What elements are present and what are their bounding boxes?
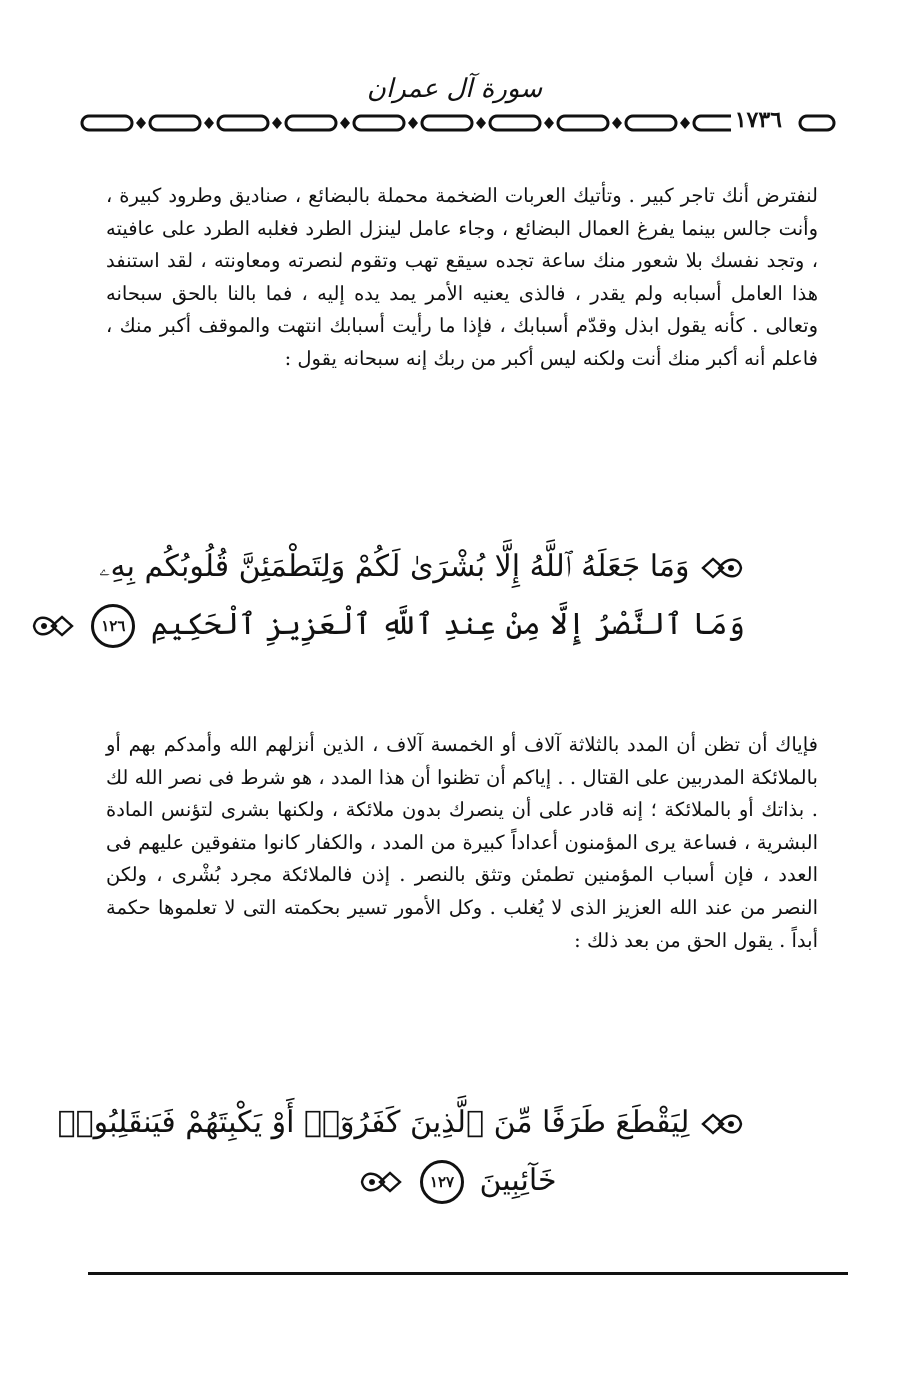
verse-line — [57, 1094, 745, 1152]
ayah-number-badge: ١٢٦ — [91, 604, 135, 648]
page-header-border — [78, 107, 838, 136]
verse-text-line-2: خَآئِبِينَ — [479, 1163, 557, 1198]
verse-line — [101, 596, 745, 654]
verse-open-ornament-icon — [699, 553, 745, 583]
commentary-paragraph-1: لنفترض أنك تاجر كبير . وتأتيك العربات الضخمة محملة بالبضائع ، صناديق وطرود كبيرة ، وأنت جالس بينما يفرغ العمال البضائع ، وجاء عامل لينزل الطرد فغلبه الطرد على عافيته ، وتجد نفسك بلا شعور منك ساعة تجده سيقع تهب وتقوم لنصرته ومعاونته ، لقد استنفد هذا العامل أسبابه ولم يقدر ، فالذى يعنيه الأمر يمد يده إليه ، فما بالنا بالحق سبحانه وتعالى . كأنه يقول ابذل وقدّم أسبابك ، فإذا ما رأيت أسبابك انتهت والموقف أكبر منك ، فاعلم أنه أكبر منك أنت ولكنه ليس أكبر من ربك إنه سبحانه يقول : — [106, 184, 818, 370]
commentary-paragraph-2: فإياك أن تظن أن المدد بالثلاثة آلاف أو الخمسة آلاف ، الذين أنزلهم الله وأمدكم بهم أو بالملائكة المدربين على القتال . . إياكم أن تظنوا أن هذا المدد ، هو شرط فى نصر الله لك . بذاتك أو بالملائكة ؛ إنه قادر على أن ينصرك بدون ملائكة ، ولكنها بشرى لتؤنس المادة البشرية ، فساعة يرى المؤمنون أعداداً كبيرة من المدد ، والكفار كانوا متفوقين عليهم فى العدد ، فإن أسباب المؤمنين تطمئن وتثق بالنصر . إذن فالملائكة مجرد بُشْرى ، ولكن النصر من عند الله العزيز الذى لا يُغلب . وكل الأمور تسير بحكمته التى لا تعلموها حكمة أبداً . يقول الحق من بعد ذلك : — [106, 733, 818, 952]
quran-verse-126 — [99, 538, 745, 654]
ayah-number-badge: ١٢٧ — [420, 1160, 464, 1204]
verse-close-ornament-icon — [358, 1167, 404, 1197]
verse-close-ornament-icon — [30, 611, 76, 641]
verse-text-line-1: لِيَقْطَعَ طَرَفًا مِّنَ ٱلَّذِينَ كَفَرُوٓا۟ أَوْ يَكْبِتَهُمْ فَيَنقَلِبُوا۟ — [57, 1105, 690, 1140]
quran-verse-127 — [57, 1094, 745, 1210]
verse-line — [99, 538, 745, 596]
verse-line — [170, 1152, 745, 1210]
chain-border-ornament — [78, 110, 838, 136]
verse-text-line-2: وَمَا ٱلنَّصْرُ إِلَّا مِنْ عِندِ ٱللَّهِ ٱلْعَزِيزِ ٱلْحَكِيمِ — [150, 607, 745, 642]
page-number: ١٧٣٦ — [731, 107, 786, 133]
verse-text-line-1: وَمَا جَعَلَهُ ٱللَّهُ إِلَّا بُشْرَىٰ لَكُمْ وَلِتَطْمَئِنَّ قُلُوبُكُم بِهِۦ — [99, 549, 690, 584]
verse-open-ornament-icon — [699, 1109, 745, 1139]
bottom-rule — [88, 1272, 848, 1275]
surah-title: سورة آل عمران — [366, 74, 543, 104]
